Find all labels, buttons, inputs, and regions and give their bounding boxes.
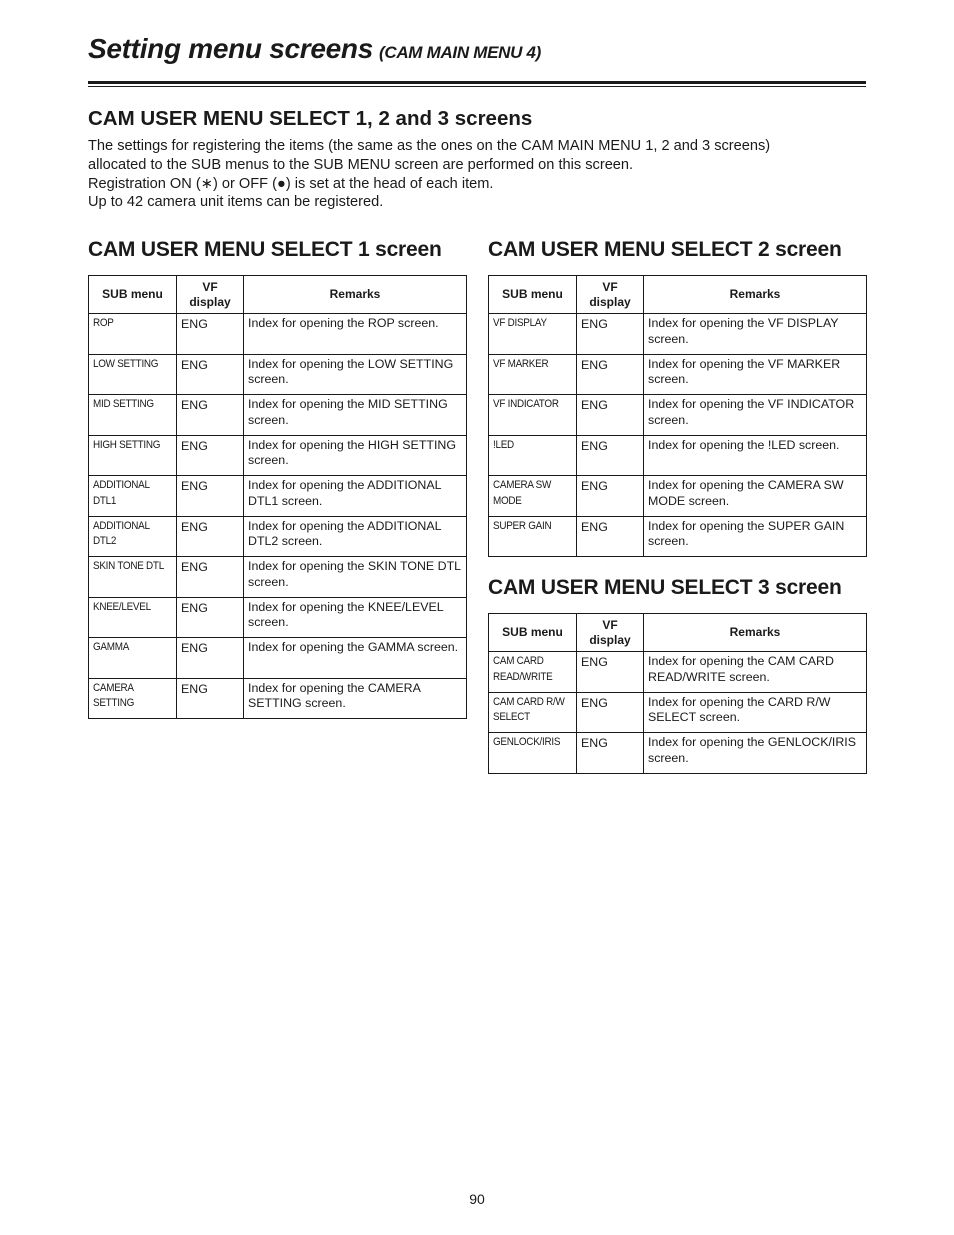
screen1-heading: CAM USER MENU SELECT 1 screen	[88, 238, 442, 261]
remarks-cell: Index for opening the !LED screen.	[644, 435, 867, 476]
remarks-cell: Index for opening the ADDITIONAL DTL1 screen.	[244, 476, 467, 517]
table-row	[89, 476, 467, 517]
sub-menu-label: SKIN TONE DTL	[93, 560, 164, 572]
table-row	[89, 557, 467, 598]
col-header-remarks: Remarks	[644, 614, 867, 652]
sub-menu-label: HIGH SETTING	[93, 438, 161, 451]
table-row	[489, 692, 867, 733]
vf-display-cell: ENG	[177, 476, 244, 517]
sub-menu-cell	[489, 516, 577, 557]
sub-menu-label: VF INDICATOR	[493, 398, 559, 410]
col-header-sub-menu: SUB menu	[489, 276, 577, 314]
remarks-cell: Index for opening the SUPER GAIN screen.	[644, 516, 867, 557]
table-row	[89, 638, 467, 679]
vf-display-cell: ENG	[577, 692, 644, 733]
table-row	[489, 652, 867, 693]
sub-menu-cell	[489, 733, 577, 774]
vf-display-cell: ENG	[177, 395, 244, 436]
vf-display-cell: ENG	[577, 395, 644, 436]
vf-display-cell: ENG	[177, 314, 244, 355]
remarks-cell: Index for opening the CARD R/W SELECT screen.	[644, 692, 867, 733]
table-row	[89, 678, 467, 719]
sub-menu-label: CAMERA SETTING	[93, 681, 135, 709]
table-row	[489, 314, 867, 355]
vf-display-cell: ENG	[177, 435, 244, 476]
sub-menu-cell	[89, 638, 177, 679]
col-header-vf-line1: VF	[202, 279, 218, 294]
sub-menu-label: LOW SETTING	[93, 357, 159, 370]
table-row	[489, 354, 867, 395]
remarks-cell: Index for opening the SKIN TONE DTL screen.	[244, 557, 467, 598]
sub-menu-label: KNEE/LEVEL	[93, 600, 151, 613]
vf-display-cell: ENG	[577, 652, 644, 693]
sub-menu-label: CAMERA SW MODE	[493, 479, 552, 507]
table-row	[489, 516, 867, 557]
screen1-table	[88, 275, 467, 719]
sub-menu-cell	[89, 476, 177, 517]
vf-display-cell: ENG	[577, 314, 644, 355]
table-row	[489, 395, 867, 436]
vf-display-cell: ENG	[577, 516, 644, 557]
sub-menu-label: CAM CARD R/W SELECT	[493, 695, 565, 723]
table-row	[489, 435, 867, 476]
sub-menu-cell	[489, 652, 577, 693]
intro-line: allocated to the SUB menus to the SUB MENU screen are performed on this screen.	[88, 156, 634, 173]
sub-menu-cell	[489, 692, 577, 733]
sub-menu-cell	[489, 476, 577, 517]
remarks-cell: Index for opening the CAMERA SETTING screen.	[244, 678, 467, 719]
sub-menu-label: ROP	[93, 317, 114, 329]
section-heading: CAM USER MENU SELECT 1, 2 and 3 screens	[88, 107, 533, 130]
intro-line: Registration ON (∗) or OFF (●) is set at the head of each item.	[88, 175, 494, 192]
sub-menu-cell	[89, 314, 177, 355]
table-row	[89, 597, 467, 638]
vf-display-cell: ENG	[577, 733, 644, 774]
title-rule	[88, 81, 866, 87]
vf-display-cell: ENG	[177, 678, 244, 719]
col-header-sub-menu: SUB menu	[489, 614, 577, 652]
remarks-cell: Index for opening the VF INDICATOR screen.	[644, 395, 867, 436]
sub-menu-label: SUPER GAIN	[493, 519, 552, 532]
sub-menu-cell	[89, 516, 177, 557]
remarks-cell: Index for opening the HIGH SETTING screen.	[244, 435, 467, 476]
sub-menu-label: ADDITIONAL DTL2	[93, 519, 150, 547]
sub-menu-label: VF DISPLAY	[493, 317, 547, 329]
vf-display-cell: ENG	[577, 476, 644, 517]
sub-menu-label: ADDITIONAL DTL1	[93, 479, 150, 507]
col-header-vf-display	[577, 276, 644, 314]
screen3-heading: CAM USER MENU SELECT 3 screen	[488, 576, 842, 599]
vf-display-cell: ENG	[177, 557, 244, 598]
intro-line: Up to 42 camera unit items can be registered.	[88, 194, 384, 211]
sub-menu-cell	[489, 314, 577, 355]
sub-menu-label: MID SETTING	[93, 398, 154, 410]
col-header-sub-menu: SUB menu	[89, 276, 177, 314]
table-header-row	[89, 276, 467, 314]
table-header-row	[489, 276, 867, 314]
table-row	[89, 314, 467, 355]
vf-display-cell: ENG	[177, 516, 244, 557]
vf-display-cell: ENG	[177, 354, 244, 395]
col-header-vf-display	[177, 276, 244, 314]
screen2-table	[488, 275, 867, 557]
sub-menu-label: !LED	[493, 438, 514, 451]
table-row	[489, 733, 867, 774]
vf-display-cell: ENG	[177, 638, 244, 679]
sub-menu-label: GAMMA	[93, 641, 130, 653]
page-title-subtitle: (CAM MAIN MENU 4)	[378, 43, 542, 62]
vf-display-cell: ENG	[577, 435, 644, 476]
sub-menu-cell	[89, 678, 177, 719]
remarks-cell: Index for opening the VF DISPLAY screen.	[644, 314, 867, 355]
vf-display-cell: ENG	[177, 597, 244, 638]
sub-menu-cell	[89, 597, 177, 638]
sub-menu-cell	[489, 435, 577, 476]
remarks-cell: Index for opening the MID SETTING screen.	[244, 395, 467, 436]
remarks-cell: Index for opening the GENLOCK/IRIS screen.	[644, 733, 867, 774]
vf-display-cell: ENG	[577, 354, 644, 395]
col-header-vf-line1: VF	[602, 617, 618, 632]
sub-menu-cell	[89, 435, 177, 476]
sub-menu-label: GENLOCK/IRIS	[493, 736, 561, 748]
sub-menu-label: VF MARKER	[493, 357, 549, 370]
table-row	[89, 516, 467, 557]
sub-menu-cell	[89, 557, 177, 598]
sub-menu-cell	[89, 354, 177, 395]
remarks-cell: Index for opening the CAM CARD READ/WRITE screen.	[644, 652, 867, 693]
remarks-cell: Index for opening the LOW SETTING screen.	[244, 354, 467, 395]
screen2-heading: CAM USER MENU SELECT 2 screen	[488, 238, 842, 261]
table-row	[89, 395, 467, 436]
remarks-cell: Index for opening the ADDITIONAL DTL2 screen.	[244, 516, 467, 557]
remarks-cell: Index for opening the KNEE/LEVEL screen.	[244, 597, 467, 638]
intro-line: The settings for registering the items (the same as the ones on the CAM MAIN MENU 1, 2 and 3 screens)	[88, 138, 771, 154]
table-row	[489, 476, 867, 517]
sub-menu-cell	[489, 354, 577, 395]
screen3-table	[488, 613, 867, 774]
col-header-vf-display	[577, 614, 644, 652]
col-header-vf-line2: display	[189, 294, 231, 309]
page-title	[88, 33, 541, 65]
page-number: 90	[469, 1191, 485, 1207]
page-title-main: Setting menu screens	[88, 33, 373, 64]
sub-menu-cell	[89, 395, 177, 436]
col-header-remarks: Remarks	[244, 276, 467, 314]
sub-menu-cell	[489, 395, 577, 436]
table-row	[89, 435, 467, 476]
col-header-vf-line2: display	[589, 294, 631, 309]
sub-menu-label: CAM CARD READ/WRITE	[493, 655, 553, 683]
intro-text	[88, 137, 866, 212]
col-header-vf-line2: display	[589, 632, 631, 647]
table-row	[89, 354, 467, 395]
col-header-remarks: Remarks	[644, 276, 867, 314]
col-header-vf-line1: VF	[602, 279, 618, 294]
remarks-cell: Index for opening the CAMERA SW MODE screen.	[644, 476, 867, 517]
remarks-cell: Index for opening the GAMMA screen.	[244, 638, 467, 679]
remarks-cell: Index for opening the VF MARKER screen.	[644, 354, 867, 395]
remarks-cell: Index for opening the ROP screen.	[244, 314, 467, 355]
table-header-row	[489, 614, 867, 652]
